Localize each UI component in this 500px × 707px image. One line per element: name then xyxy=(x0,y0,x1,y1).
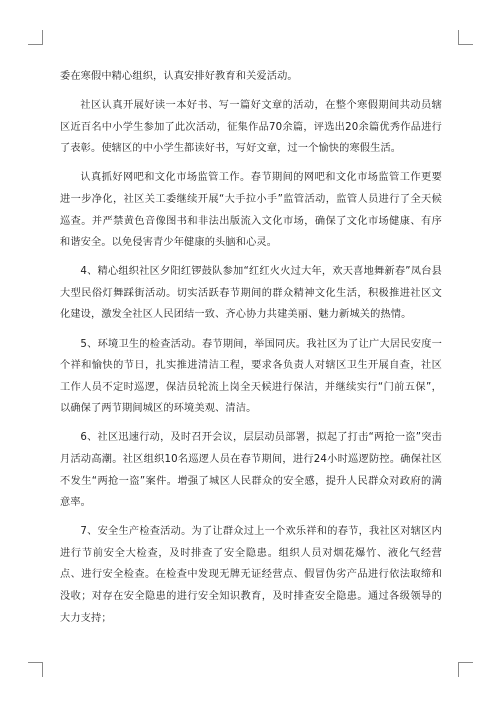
paragraph-gong-drum-team: 4、精心组织社区夕阳红锣鼓队参加“红红火火过大年，欢天喜地舞新春”凤台县大型民俗灯舞踩街活动。切实活跃春节期间的群众精神文化生活，积极推进社区文化建设，激发全社区人民团结一致、齐心协力共建美丽、魅力新城关的热情。 xyxy=(60,266,442,321)
paragraph-reading-activity: 社区认真开展好读一本好书、写一篇好文章的活动，在整个寒假期间共动员辖区近百名中小学生参加了此次活动，征集作品70余篇，评选出20余篇优秀作品进行了表彰。使辖区的中小学生都读好书，写好文章，过一个愉快的寒假生活。 xyxy=(60,100,442,155)
paragraph-internet-cafe-supervision: 认真抓好网吧和文化市场监管工作。春节期间的网吧和文化市场监管工作更要进一步净化，社区关工委继续开展“大手拉小手”监管活动，监管人员进行了全天候巡查。并严禁黄色音像图书和非法出版流入文化市场，确保了文化市场健康、有序和谐安全。以免侵害青少年健康的头脑和心灵。 xyxy=(60,172,442,249)
crop-mark-bottom-right xyxy=(458,662,473,677)
document-page xyxy=(60,66,442,637)
paragraph-safety-inspection: 7、安全生产检查活动。为了让群众过上一个欢乐祥和的春节，我社区对辖区内进行节前安全大检查，及时排查了安全隐患。组织人员对烟花爆竹、液化气经营点、进行安全检查。在检查中发现无牌无证经营点、假冒伪劣产品进行依法取缔和没收；对存在安全隐患的进行安全知识教育，及时排查安全隐患。通过各级领导的大力支持； xyxy=(60,526,442,624)
crop-mark-top-left xyxy=(28,30,43,45)
paragraph-patrol-action: 6、社区迅速行动，及时召开会议，层层动员部署，拟起了打击“两抢一盗”突击月活动高潮。社区组织10名巡逻人员在春节期间，进行24小时巡逻防控。确保社区不发生“两抢一盗”案件。增强了城区人民群众的安全感，提升人民群众对政府的满意率。 xyxy=(60,432,442,509)
crop-mark-top-right xyxy=(458,30,473,45)
crop-mark-bottom-left xyxy=(28,662,43,677)
paragraph-continuation: 委在寒假中精心组织，认真安排好教育和关爱活动。 xyxy=(60,71,298,82)
paragraph-environmental-hygiene: 5、环境卫生的检查活动。春节期间，举国同庆。我社区为了让广大居民安度一个祥和愉快的节日，扎实推进清洁工程，要求各负责人对辖区卫生开展自查，社区工作人员不定时巡逻，保洁员轮流上岗全天候进行保洁，并继续实行“门前五保”，以确保了两节期间城区的环境美观、清洁。 xyxy=(60,338,442,415)
